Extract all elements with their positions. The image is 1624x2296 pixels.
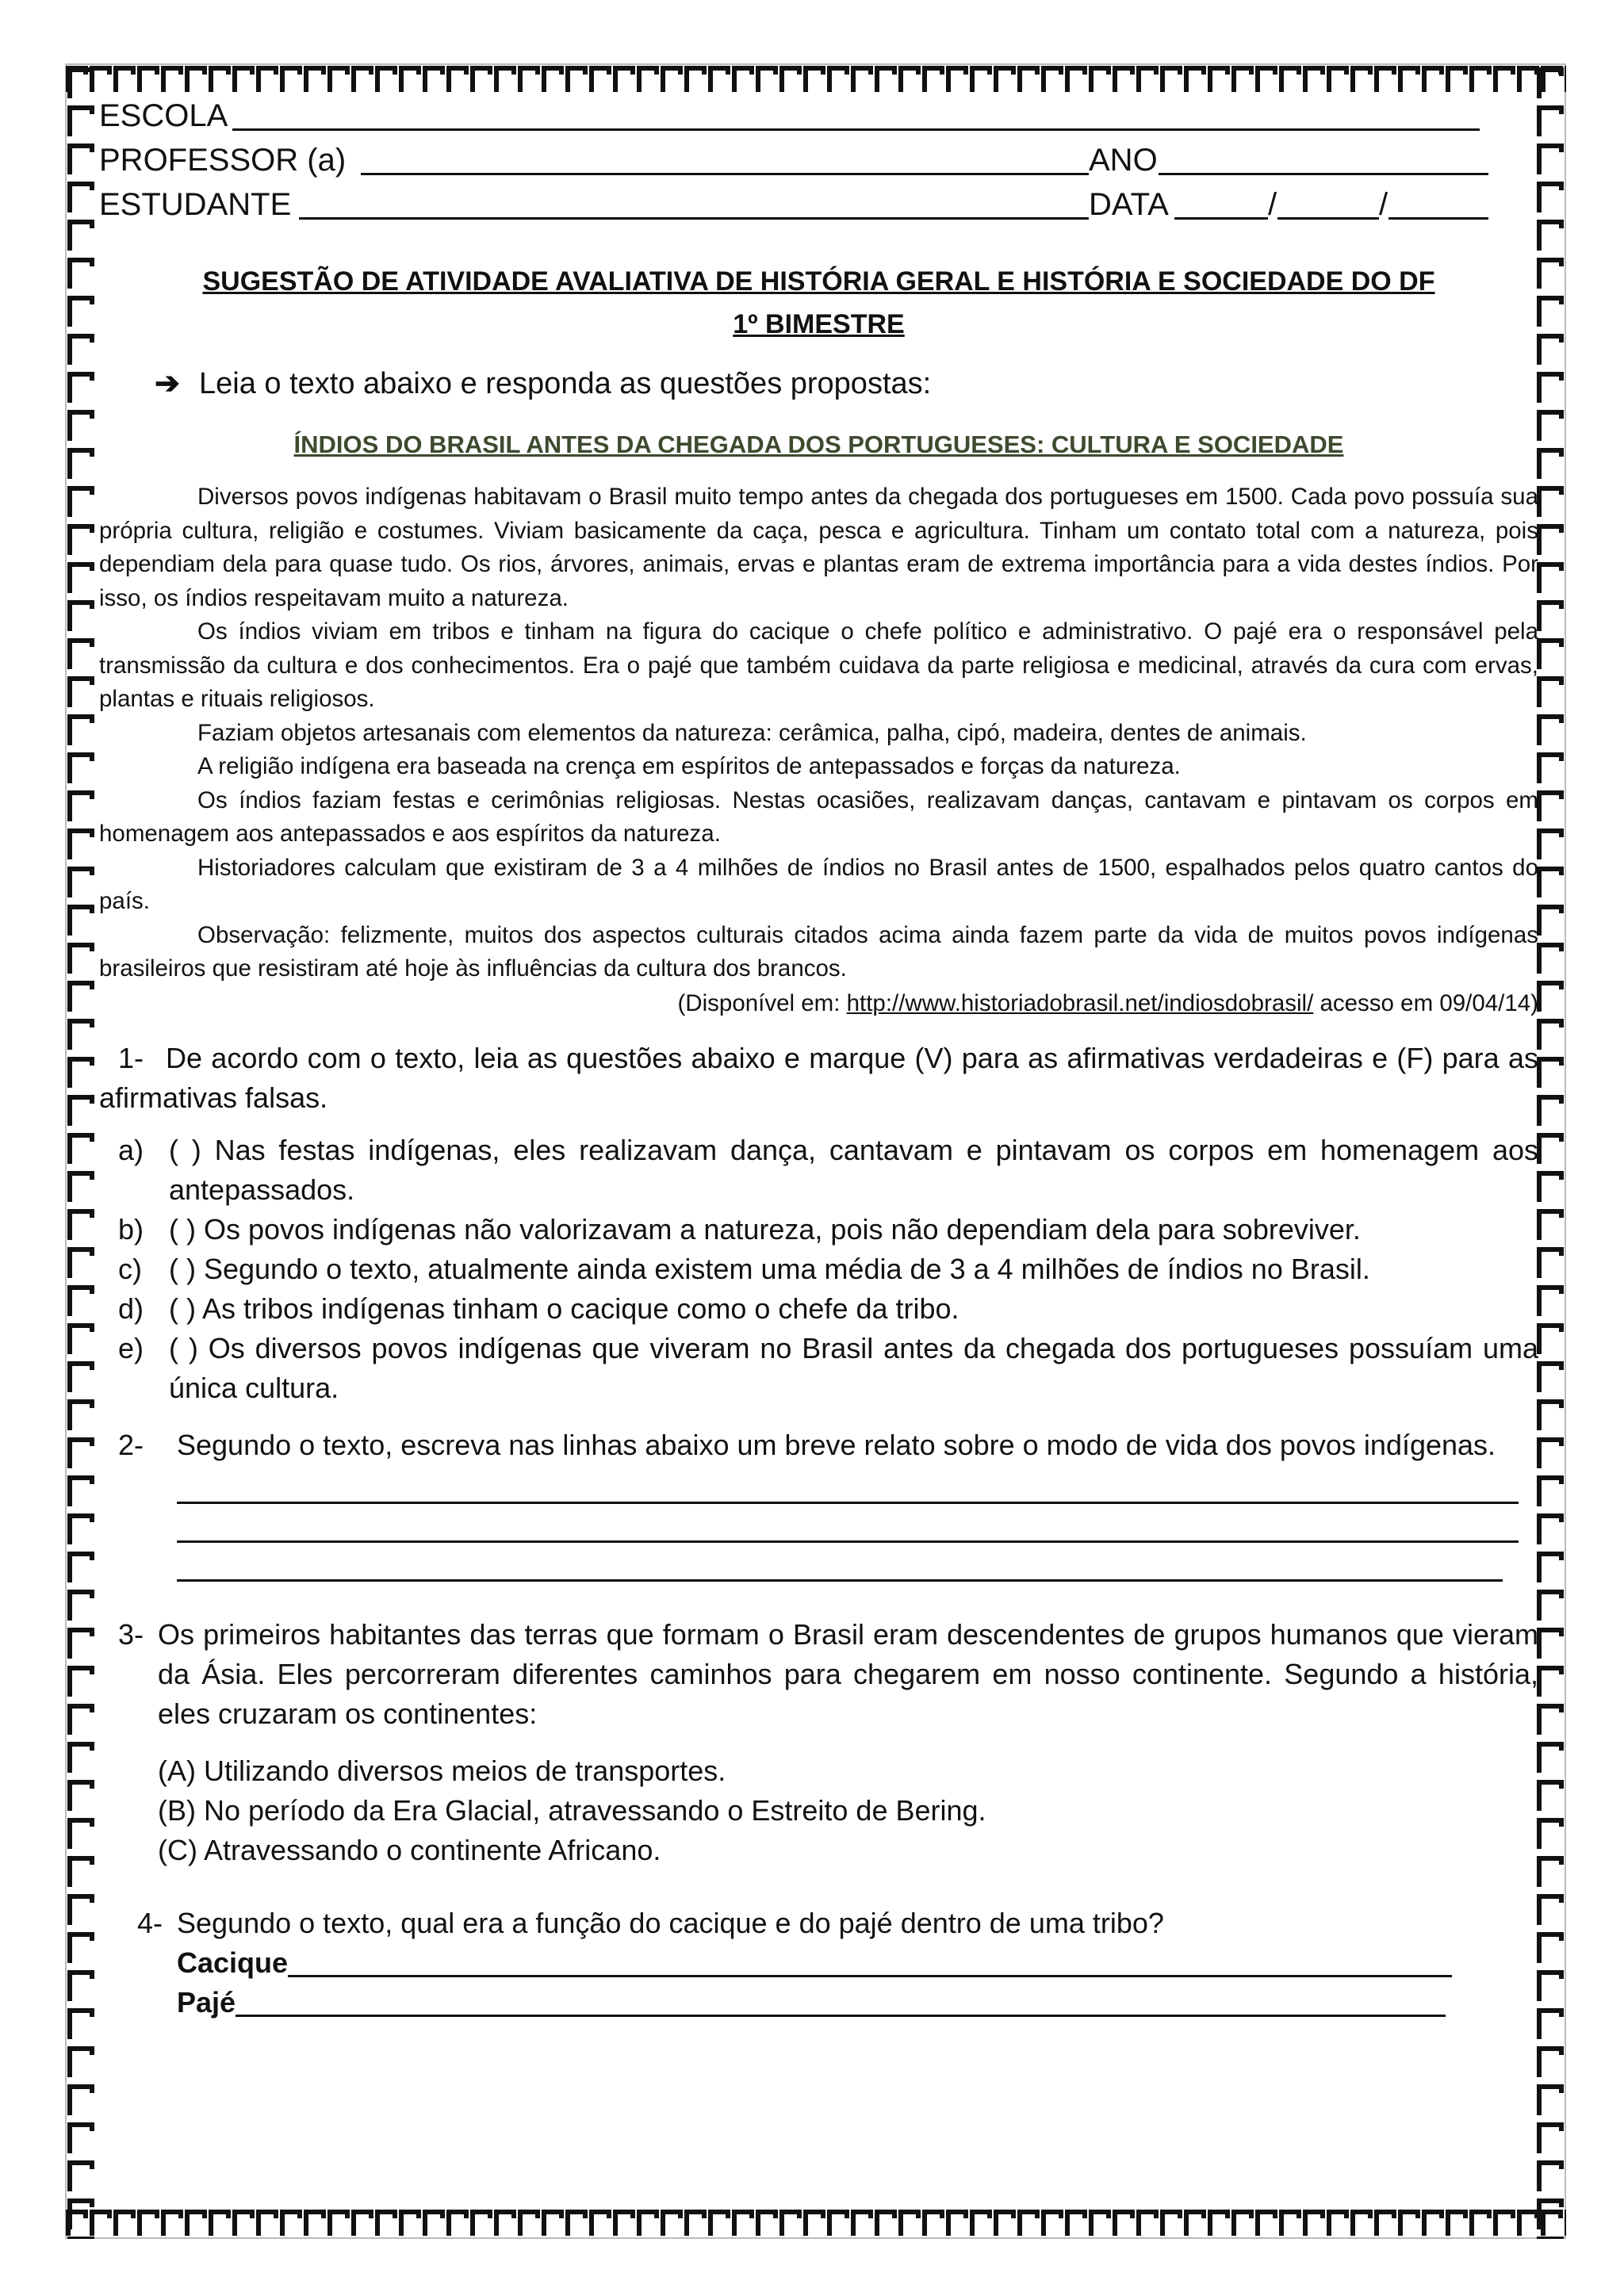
text-subtitle: ÍNDIOS DO BRASIL ANTES DA CHEGADA DOS PORTUGUESES: CULTURA E SOCIEDADE — [293, 430, 1344, 458]
paragraph: Faziam objetos artesanais com elementos da natureza: cerâmica, palha, cipó, madeira, dentes de animais. — [197, 719, 1307, 746]
paje-answer-row — [177, 1983, 1446, 2022]
question-4-number: 4- — [137, 1906, 163, 1939]
data-year-field[interactable] — [1388, 182, 1488, 220]
item-letter: d) — [118, 1292, 144, 1325]
question-4 — [99, 1904, 1538, 2022]
question-3-options — [158, 1751, 1538, 1870]
answer-line[interactable] — [177, 1504, 1519, 1543]
header-estudante-row — [99, 182, 1538, 227]
cacique-answer-row — [177, 1943, 1452, 1983]
data-day-field[interactable] — [1174, 182, 1268, 220]
instruction-text: Leia o texto abaixo e responda as questões propostas: — [199, 367, 932, 400]
item-letter: a) — [118, 1133, 144, 1166]
source-link[interactable]: http://www.historiadobrasil.net/indiosdobrasil/ — [846, 989, 1314, 1016]
question-1-items — [99, 1131, 1538, 1408]
ano-field[interactable] — [1159, 138, 1488, 175]
question-2-text: Segundo o texto, escreva nas linhas abaixo um breve relato sobre o modo de vida dos povos indígenas. — [177, 1428, 1496, 1461]
item-text: ( ) Os povos indígenas não valorizavam a natureza, pois não dependiam dela para sobreviver. — [169, 1212, 1361, 1246]
professor-label: PROFESSOR (a) — [99, 143, 347, 178]
decorative-border-bottom — [65, 2207, 1566, 2239]
decorative-border-right — [1534, 63, 1566, 2239]
instruction — [155, 363, 1538, 404]
paragraph: Historiadores calculam que existiram de 3 a 4 milhões de índios no Brasil antes de 1500, espalhados pelos quatro cantos do país. — [99, 854, 1538, 914]
paragraph: Os índios faziam festas e cerimônias religiosas. Nestas ocasiões, realizavam danças, cantavam e pintavam os corpos em homenagem aos antepassados e aos espíritos da natureza. — [99, 786, 1538, 847]
answer-line[interactable] — [177, 1465, 1519, 1504]
escola-field[interactable] — [232, 94, 1480, 131]
date-slash-2: / — [1379, 187, 1388, 222]
option-b[interactable]: (B) No período da Era Glacial, atravessando o Estreito de Bering. — [158, 1793, 986, 1827]
item-text: ( ) Os diversos povos indígenas que viveram no Brasil antes da chegada dos portugueses possuíam uma única cultura. — [169, 1331, 1538, 1404]
header-professor-row — [99, 138, 1538, 182]
cacique-answer-line[interactable] — [288, 1943, 1452, 1977]
ano-label: ANO — [1089, 143, 1158, 178]
header-escola-row — [99, 94, 1538, 138]
item-letter: c) — [118, 1252, 142, 1285]
list-item[interactable] — [118, 1131, 1538, 1210]
question-2-number: 2- — [118, 1428, 144, 1461]
title-line-2: 1º BIMESTRE — [733, 309, 905, 339]
estudante-label: ESTUDANTE — [99, 187, 292, 222]
question-3 — [99, 1615, 1538, 1734]
list-item[interactable] — [118, 1210, 1538, 1249]
item-text: ( ) Nas festas indígenas, eles realizavam dança, cantavam e pintavam os corpos em homenagem aos antepassados. — [169, 1133, 1538, 1206]
list-item[interactable] — [118, 1329, 1538, 1408]
data-label: DATA — [1089, 187, 1169, 222]
item-text: ( ) As tribos indígenas tinham o cacique como o chefe da tribo. — [169, 1292, 959, 1325]
source-citation — [99, 986, 1538, 1021]
data-month-field[interactable] — [1277, 182, 1379, 220]
item-letter: e) — [118, 1331, 144, 1364]
paragraph: Diversos povos indígenas habitavam o Brasil muito tempo antes da chegada dos portugueses em 1500. Cada povo possuía sua própria cultura, religião e costumes. Viviam basicamente da caça, pesca e agricultura. Tinham um contato total com a natureza, pois dependiam dela para quase tudo. Os rios, árvores, animais, ervas e plantas eram de extrema importância para a vida destes índios. Por isso, os índios respeitavam muito a natureza. — [99, 484, 1538, 611]
escola-label: ESCOLA — [99, 98, 228, 133]
decorative-border-top — [65, 63, 1566, 95]
item-letter: b) — [118, 1212, 144, 1246]
paragraph: A religião indígena era baseada na crença em espíritos de antepassados e forças da natureza. — [197, 753, 1181, 779]
estudante-field[interactable] — [299, 182, 1089, 220]
question-1 — [99, 1039, 1538, 1118]
item-text: ( ) Segundo o texto, atualmente ainda existem uma média de 3 a 4 milhões de índios no Brasil. — [169, 1252, 1370, 1285]
question-3-text: Os primeiros habitantes das terras que formam o Brasil eram descendentes de grupos humanos que vieram da Ásia. Eles percorreram diferentes caminhos para chegarem em nosso continente. Segundo a história, eles cruzaram os continentes: — [158, 1617, 1538, 1730]
question-1-text: De acordo com o texto, leia as questões abaixo e marque (V) para as afirmativas verdadeiras e (F) para as afirmativas falsas. — [99, 1041, 1538, 1114]
option-a[interactable]: (A) Utilizando diversos meios de transportes. — [158, 1754, 726, 1787]
question-2 — [99, 1425, 1538, 1465]
reading-text — [99, 480, 1538, 986]
paje-label: Pajé — [177, 1985, 236, 2019]
page-title — [99, 260, 1538, 346]
date-slash-1: / — [1268, 187, 1277, 222]
list-item[interactable] — [118, 1249, 1538, 1289]
question-4-text: Segundo o texto, qual era a função do cacique e do pajé dentro de uma tribo? — [177, 1906, 1164, 1939]
arrow-right-icon: ➔ — [155, 367, 180, 400]
option-c[interactable]: (C) Atravessando o continente Africano. — [158, 1833, 661, 1866]
question-1-number: 1- — [118, 1041, 144, 1074]
professor-field[interactable] — [361, 138, 1089, 175]
worksheet — [99, 94, 1538, 2022]
paragraph: Observação: felizmente, muitos dos aspectos culturais citados acima ainda fazem parte da vida de muitos povos indígenas brasileiros que resistiram até hoje às influências da cultura dos brancos. — [99, 921, 1538, 982]
source-suffix: acesso em 09/04/14) — [1313, 989, 1538, 1016]
list-item[interactable] — [118, 1289, 1538, 1329]
paje-answer-line[interactable] — [236, 1983, 1446, 2017]
source-prefix: (Disponível em: — [677, 989, 847, 1016]
cacique-label: Cacique — [177, 1946, 289, 1979]
answer-line[interactable] — [177, 1543, 1503, 1582]
decorative-border-left — [65, 63, 97, 2239]
paragraph: Os índios viviam em tribos e tinham na figura do cacique o chefe político e administrativo. O pajé era o responsável pela transmissão da cultura e dos conhecimentos. Era o pajé que também cuidava da parte religiosa e medicinal, através da cura com ervas, plantas e rituais religiosos. — [99, 618, 1538, 712]
question-3-number: 3- — [118, 1617, 144, 1651]
title-line-1: SUGESTÃO DE ATIVIDADE AVALIATIVA DE HISTÓRIA GERAL E HISTÓRIA E SOCIEDADE DO DF — [202, 266, 1435, 297]
